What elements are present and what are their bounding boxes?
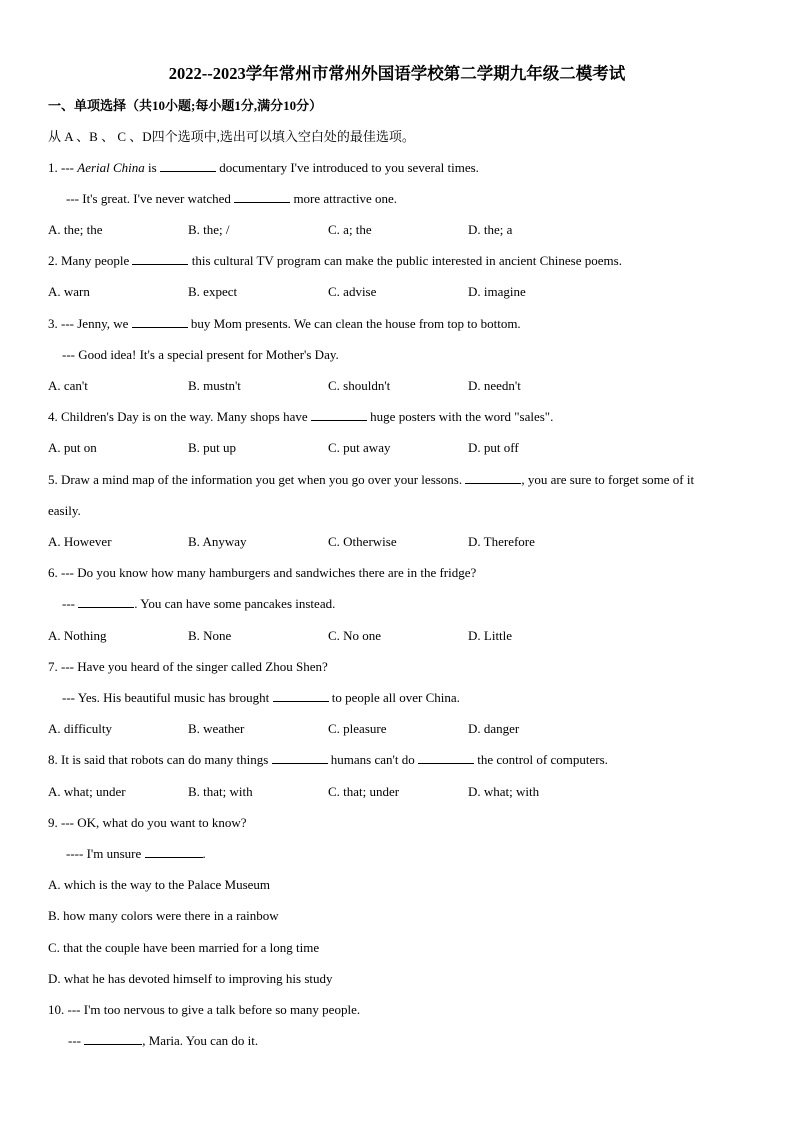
question-7-response: --- Yes. His beautiful music has brought to people all over China. <box>62 690 460 705</box>
option-c: C. advise <box>328 284 377 299</box>
question-3-response: --- Good idea! It's a special present for Mother's Day. <box>62 347 339 362</box>
option-d: D. the; a <box>468 222 513 237</box>
question-9-stem: 9. --- OK, what do you want to know? <box>48 815 247 830</box>
option-a: A. Nothing <box>48 628 107 643</box>
option-a: A. what; under <box>48 784 126 799</box>
option-c: C. that; under <box>328 784 400 799</box>
question-5-stem-continued: easily. <box>48 503 81 518</box>
question-10-stem: 10. --- I'm too nervous to give a talk before so many people. <box>48 1002 361 1017</box>
option-d: D. Therefore <box>468 534 535 549</box>
answer-blank <box>311 409 367 421</box>
answer-blank <box>160 160 216 172</box>
option-c: C. a; the <box>328 222 372 237</box>
option-a: A. the; the <box>48 222 103 237</box>
option-b: B. None <box>188 628 232 643</box>
question-7-stem: 7. --- Have you heard of the singer called Zhou Shen? <box>48 659 328 674</box>
answer-blank <box>272 752 328 764</box>
question-10-response: --- , Maria. You can do it. <box>68 1033 259 1048</box>
option-a: A. warn <box>48 284 90 299</box>
question-6-stem: 6. --- Do you know how many hamburgers and sandwiches there are in the fridge? <box>48 565 477 580</box>
option-a: A. However <box>48 534 112 549</box>
section-heading: 一、单项选择（共10小题;每小题1分,满分10分） <box>48 98 323 113</box>
option-b: B. how many colors were there in a rainbow <box>48 908 279 923</box>
option-d: D. danger <box>468 721 520 736</box>
option-c: C. shouldn't <box>328 378 391 393</box>
option-c: C. put away <box>328 440 391 455</box>
option-d: D. imagine <box>468 284 526 299</box>
option-d: D. put off <box>468 440 519 455</box>
option-a: A. difficulty <box>48 721 113 736</box>
option-d: D. Little <box>468 628 513 643</box>
question-1-response: --- It's great. I've never watched more attractive one. <box>66 191 398 206</box>
option-a: A. which is the way to the Palace Museum <box>48 877 271 892</box>
option-b: B. that; with <box>188 784 253 799</box>
option-b: B. Anyway <box>188 534 247 549</box>
answer-blank <box>145 846 203 858</box>
option-d: D. what he has devoted himself to improving his study <box>48 971 333 986</box>
question-4-stem: 4. Children's Day is on the way. Many shops have huge posters with the word "sales". <box>48 409 554 424</box>
option-a: A. can't <box>48 378 88 393</box>
option-b: B. expect <box>188 284 238 299</box>
answer-blank <box>132 253 188 265</box>
answer-blank <box>418 752 474 764</box>
option-b: B. put up <box>188 440 237 455</box>
exam-title: 2022--2023学年常州市常州外国语学校第二学期九年级二模考试 <box>168 64 626 83</box>
option-c: C. No one <box>328 628 382 643</box>
answer-blank <box>132 316 188 328</box>
option-b: B. weather <box>188 721 245 736</box>
option-c: C. Otherwise <box>328 534 397 549</box>
option-a: A. put on <box>48 440 97 455</box>
question-2-stem: 2. Many people this cultural TV program can make the public interested in ancient Chinese poems. <box>48 253 622 268</box>
question-3-stem: 3. --- Jenny, we buy Mom presents. We can clean the house from top to bottom. <box>48 316 521 331</box>
option-c: C. that the couple have been married for a long time <box>48 940 320 955</box>
option-c: C. pleasure <box>328 721 387 736</box>
answer-blank <box>465 472 521 484</box>
answer-blank <box>234 191 290 203</box>
option-b: B. mustn't <box>188 378 241 393</box>
section-instruction: 从 A 、B 、 C 、D四个选项中,选出可以填入空白处的最佳选项。 <box>48 129 415 144</box>
option-d: D. needn't <box>468 378 521 393</box>
question-9-response: ---- I'm unsure . <box>66 846 206 861</box>
question-8-stem: 8. It is said that robots can do many things humans can't do the control of computers. <box>48 752 608 767</box>
option-b: B. the; / <box>188 222 230 237</box>
question-1-stem: 1. --- Aerial China is documentary I've introduced to you several times. <box>48 160 479 175</box>
answer-blank <box>273 690 329 702</box>
option-d: D. what; with <box>468 784 540 799</box>
question-6-response: --- . You can have some pancakes instead. <box>62 596 336 611</box>
answer-blank <box>84 1033 142 1045</box>
answer-blank <box>78 596 134 608</box>
question-5-stem: 5. Draw a mind map of the information you get when you go over your lessons. , you are sure to forget some of it <box>48 472 695 487</box>
